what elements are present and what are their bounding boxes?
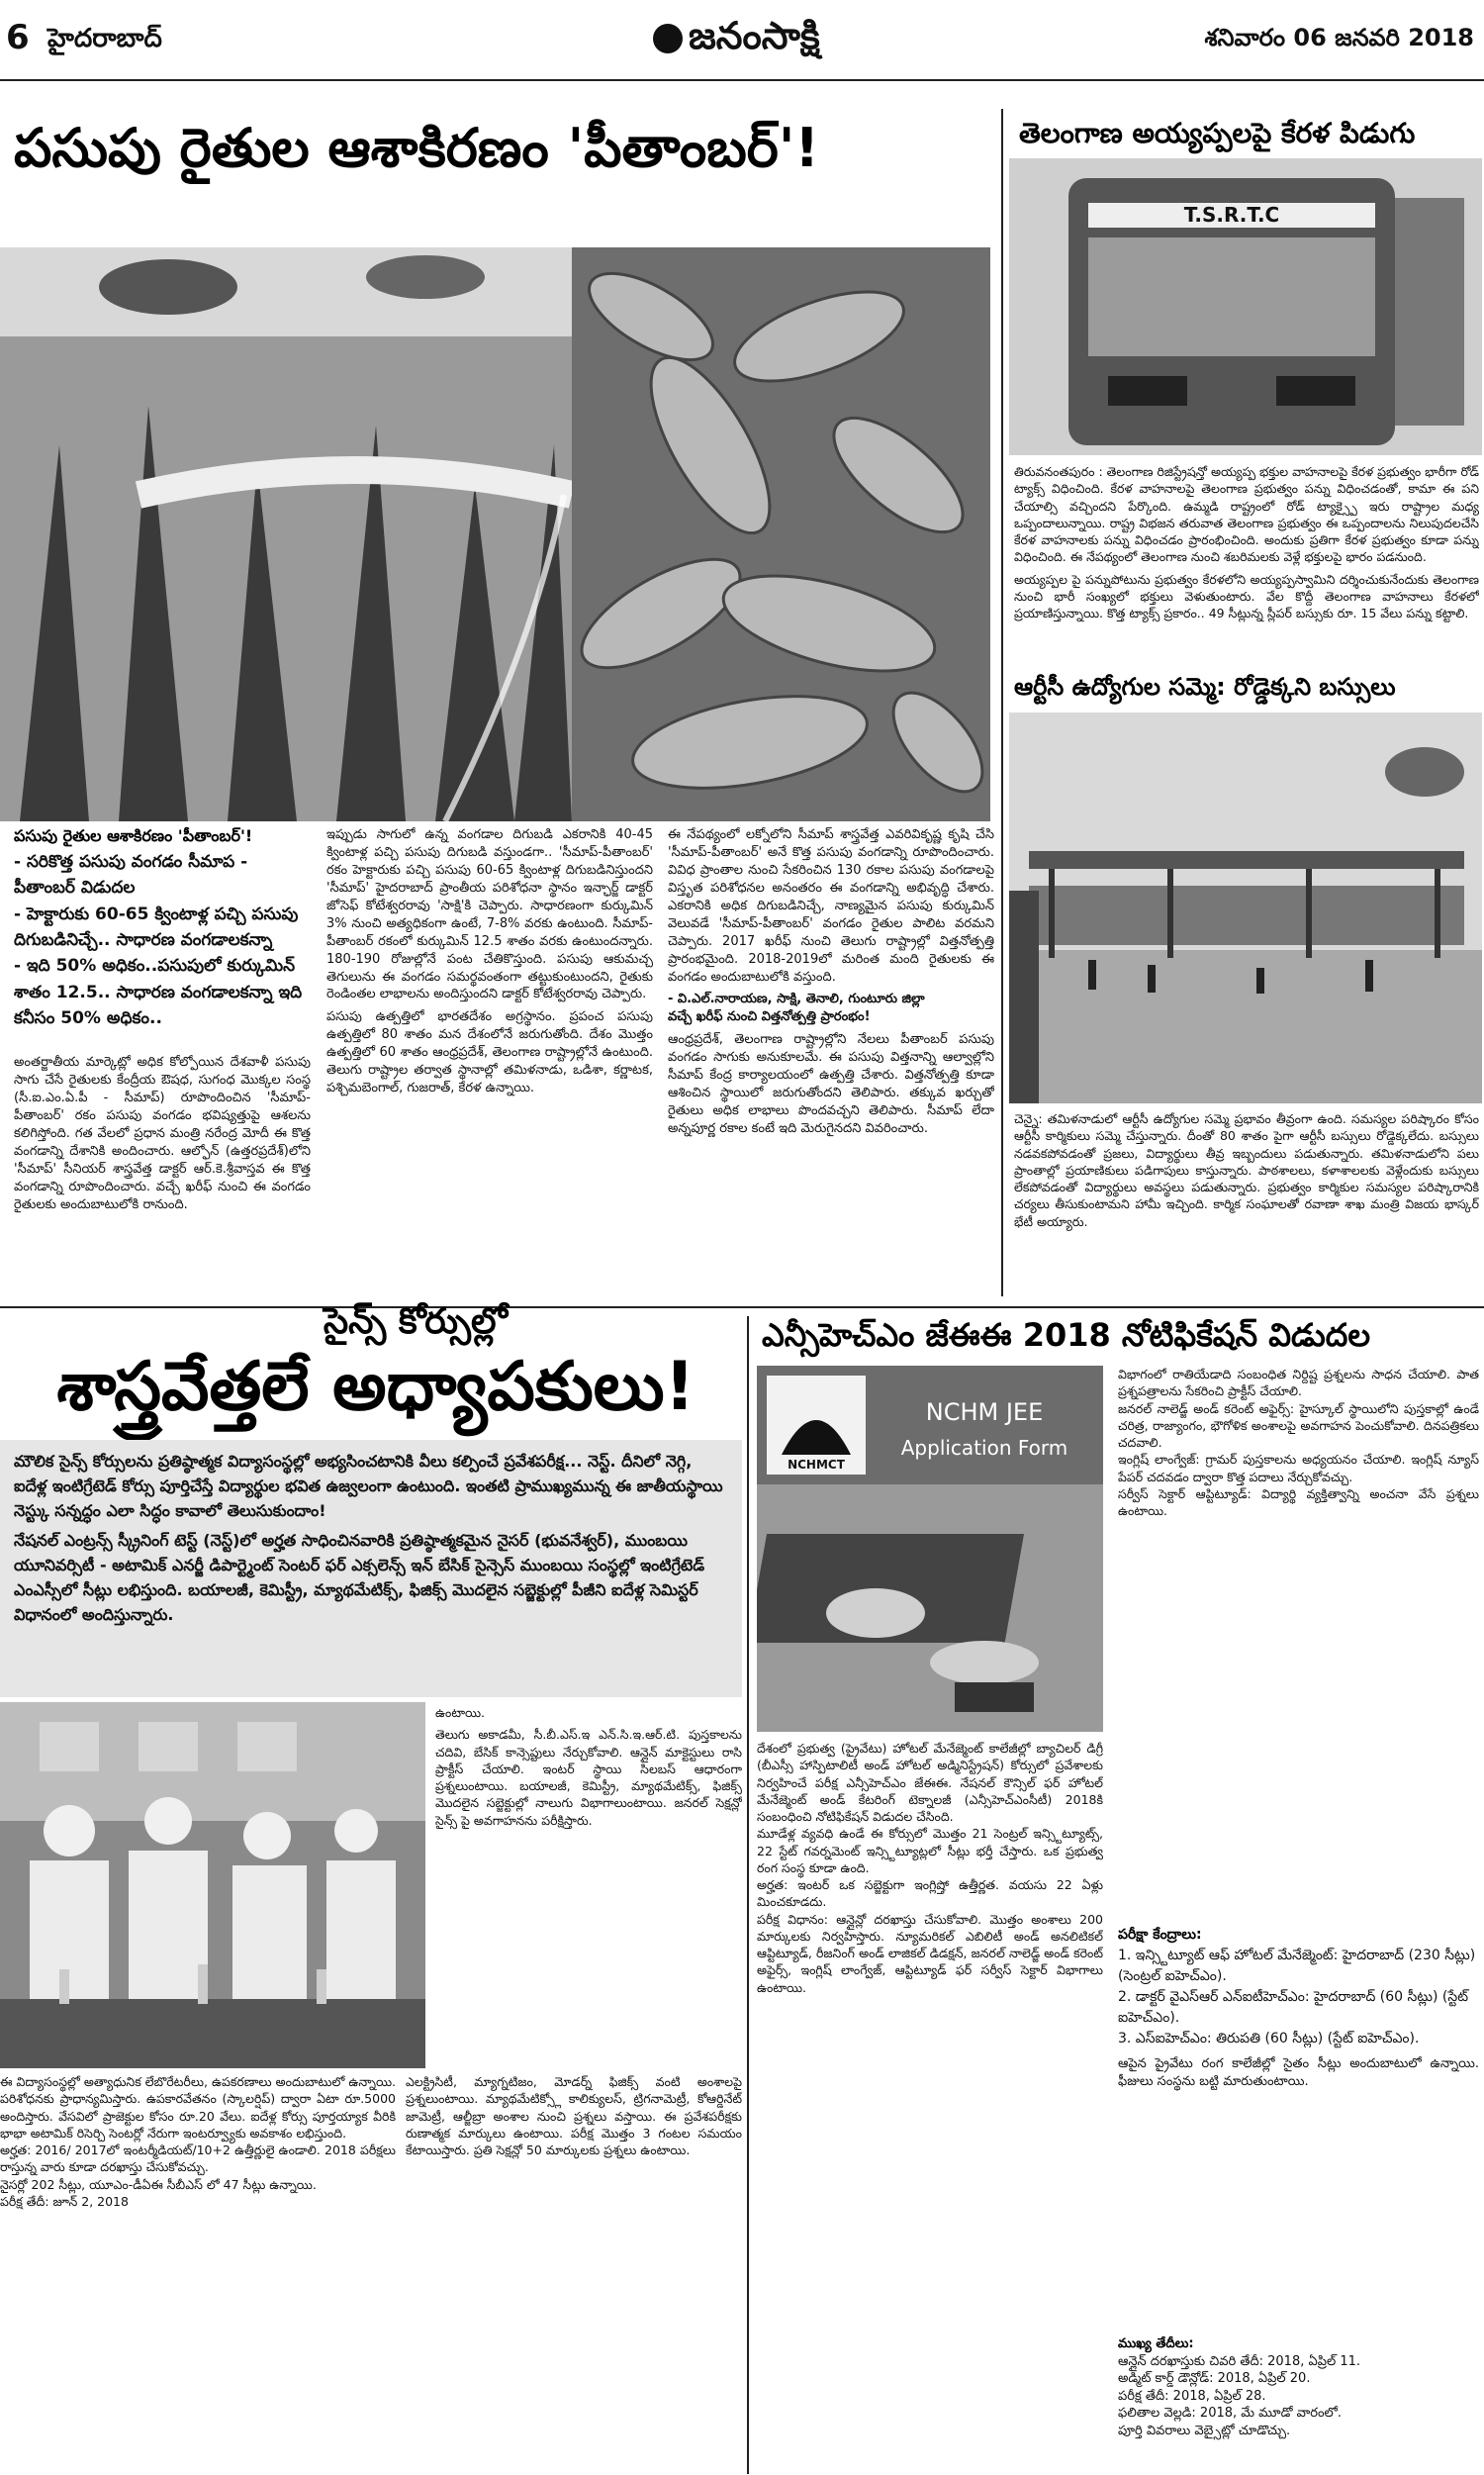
lead-paragraph-1: మౌలిక సైన్స్ కోర్సులను ప్రతిష్ఠాత్మక విద్యాసంస్థల్లో అభ్యసించటానికి వీలు కల్పించే ప్రవేశపరీక్ష... నెస్ట్. దీనిలో నెగ్గి, ఐదేళ్ల ఇంటిగ్రేటెడ్ కోర్సు పూర్తిచేస్తే విద్యార్థుల భవిత ఉజ్వలంగా ఉంటుంది. ఇంతటి ప్రాముఖ్యమున్న ఈ జాతీయస్థాయి నెస్ట్కు సన్నద్ధం ఎలా సిద్ధం కావాలో తెలుసుకుందాం!: [14, 1452, 723, 1520]
paragraph: ఆంధ్రప్రదేశ్, తెలంగాణ రాష్ట్రాల్లోని నేలలు పీతాంబర్ పసుపు వంగడం సాగుకు అనుకూలమే. ఈ పసుపు విత్తనాన్ని ఆల్వాల్లోని సీమాప్ కేంద్ర కార్యాలయంలో ఉత్పత్తి చేశారు. విత్తనోత్పత్తి కూడా ఆశించిన స్థాయిలో జరుగుతోందని తెలిపారు. తక్కువ ఖర్చుతో రైతులు అధిక లాభాలు పొందవచ్చని తెలిపారు. సీమాప్ లేదా అన్నపూర్ణ రకాల కంటే ఇది మెరుగైనదని వివరించారు.: [668, 1032, 994, 1136]
strike-body: [1014, 1110, 1479, 1298]
strike-headline: ఆర్టీసీ ఉద్యోగుల సమ్మె: రోడ్డెక్కని బస్సులు: [1014, 673, 1396, 701]
section-divider: [0, 1306, 1484, 1308]
highlights-title: పసుపు రైతుల ఆశాకిరణం 'పీతాంబర్'!: [14, 826, 253, 845]
paragraph: అయ్యప్పల పై పన్నుపోటును ప్రభుత్వం కేరళలోని అయ్యప్పస్వామిని దర్శించుకునేందుకు తెలంగాణ నుంచి భారీ సంఖ్యలో భక్తులు వెళుతుంటారు. వేల కొద్దీ తెలంగాణ వాహనాలు కేరళలో ప్రయాణిస్తున్నాయి. కొత్త ట్యాక్స్ ప్రకారం.. 49 సీట్లున్న స్లీపర్ బస్సుకు రూ. 15 వేలు పన్ను కట్టాలి.: [1014, 571, 1479, 620]
center-item: 3. ఎస్ఐహెచ్ఎం: తిరుపతి (60 సీట్లు) (స్టేట్ ఐహెచ్ఎం).: [1118, 2031, 1420, 2047]
byline: - వి.ఎల్.నారాయణ, సాక్షి, తెనాలి, గుంటూరు జిల్లా వచ్చే ఖరీఫ్ నుంచి విత్తనోత్పత్తి ప్రారంభం!: [668, 992, 925, 1025]
paragraph: ఈ నేపథ్యంలో లక్నోలోని సీమాప్ శాస్త్రవేత్త ఎవరివికృష్ణ కృషి చేసి 'సీమాప్-పీతాంబర్' అనే కొత్త పసుపు వంగడాన్ని రూపొందించారు. వివిధ ప్రాంతాల నుంచి సేకరించిన 130 రకాల పసుపు వంగడాలపై విస్తృత పరిశోధనల అనంతరం ఈ వంగడాన్ని అభివృద్ధి చేశారు. ఎకరానికి అధిక దిగుబడినిచ్చే, నాణ్యమైన పసుపు కుర్కుమిన్ వెలువడే 'సీమాప్-పీతాంబర్' వంగడం రైతుల పాలిట వరమని చెప్పారు. 2017 ఖరీఫ్ నుంచి తెలుగు రాష్ట్రాల్లో విత్తనోత్పత్తి ప్రారంభమైంది. 2018-2019లో మరింత మంది రైతులకు ఈ వంగడం అందుబాటులోకి వస్తుంది.: [668, 827, 994, 985]
nchm-form-photo: [757, 1366, 1103, 1732]
date-item: ఫలితాల వెల్లడి: 2018, మే మూడో వారంలో.: [1118, 2406, 1343, 2422]
form-title: NCHM JEE: [925, 1398, 1044, 1426]
page-date: శనివారం 06 జనవరి 2018: [1204, 24, 1474, 51]
city-name: హైదరాబాద్: [47, 24, 162, 53]
logo-icon: [653, 24, 683, 53]
paper-name: జనంసాక్షి: [689, 14, 820, 57]
highlight-1: - సరికొత్త పసుపు వంగడం సీమాప - పీతాంబర్ విడుదల: [14, 852, 248, 899]
paragraph: ఎలక్ట్రిసిటీ, మ్యాగ్నటిజం, మోడర్న్ ఫిజిక్స్ వంటి అంశాలపై ప్రశ్నలుంటాయి. మ్యాథమేటిక్స్లో కాలిక్యులస్, ట్రిగనామెట్రీ, కోఆర్డినేట్ జామెట్రీ, ఆల్జీబ్రా అంశాల నుంచి ప్రశ్నలు వస్తాయి. ఈ ప్రవేశపరీక్షకు రుణాత్మక మార్కులు ఉంటాయి. పరీక్ష మొత్తం 3 గంటల సమయం కేటాయిస్తారు. ప్రతి సెక్షన్లో 50 మార్కులకు ప్రశ్నలు ఉంటాయి.: [406, 2074, 742, 2157]
newspaper-logo: [653, 14, 820, 67]
paragraph: తిరువనంతపురం : తెలంగాణ రిజిస్ట్రేషన్తో అయ్యప్ప భక్తుల వాహనాలపై కేరళ ప్రభుత్వం భారీగా రోడ్ ట్యాక్స్ విధించింది. కేరళ వాహనాలపై తెలంగాణ ప్రభుత్వం పన్ను విధించడంతో, కామా ఈ పని చేయాల్సి వచ్చిందని పేర్కొంది. ఉమ్మడి రాష్ట్రంలో రోడ్ ట్యాక్స్పై ఇరు రాష్ట్రాల మధ్య ఒప్పందాలున్నాయి. రాష్ట్ర విభజన తరువాత తెలంగాణ ప్రభుత్వం ఈ ఒప్పందాలను నిలుపుదలచేసి కేరళ వాహనాలకు పన్ను విధించడం ప్రారంభించింది. అందుకు ప్రతిగా కేరళ ప్రభుత్వం కూడా పన్ను విధించింది. ఈ నేపథ్యంలో తెలంగాణ నుంచి శబరిమలకు వెళ్లే భక్తులపై భారం పడనుంది.: [1014, 464, 1479, 565]
highlight-2: - హెక్టారుకు 60-65 క్వింటాళ్ల పచ్చి పసుపు దిగుబడినిచ్చే.. సాధారణ వంగడాలకన్నా: [14, 904, 299, 951]
paragraph: దేశంలో ప్రభుత్వ (ప్రైవేటు) హోటల్ మేనేజ్మెంట్ కాలేజీల్లో బ్యాచిలర్ డిగ్రీ (బీఎస్సీ హాస్పిటాలిటీ అండ్ హోటల్ అడ్మినిస్ట్రేషన్) కోర్సులో ప్రవేశాలకు నిర్వహించే పరీక్ష ఎన్సీహెచ్ఎం జేఈఈ. నేషనల్ కౌన్సిల్ ఫర్ హోటల్ మేనేజ్మెంట్ అండ్ కేటరింగ్ టెక్నాలజీ (ఎన్సీహెచ్ఎంసీటీ) 2018కి సంబంధించి నోటిఫికేషన్ విడుదల చేసింది. మూడేళ్ల వ్యవధి ఉండే ఈ కోర్సులో మొత్తం 21 సెంట్రల్ ఇన్స్టిట్యూట్స్, 22 స్టేట్ గవర్నమెంట్ ఇన్స్టిట్యూట్లలో సీట్లు భర్తీ చేస్తారు. ఒక ప్రభుత్వ రంగ సంస్థ కూడా ఉంది. అర్హత: ఇంటర్ ఒక సబ్జెక్టుగా ఇంగ్లిష్తో ఉత్తీర్ణత. వయసు 22 ఏళ్లు మించకూడదు. పరీక్ష విధానం: ఆన్లైన్లో దరఖాస్తు చేసుకోవాలి. మొత్తం అంశాలు 200 మార్కులకు నిర్వహిస్తారు. న్యూమరికల్ ఎబిలిటీ అండ్ అనలిటికల్ ఆప్టిట్యూడ్, రీజనింగ్ అండ్ లాజికల్ డిడక్షన్, జనరల్ నాలెడ్జ్ అండ్ కరెంట్ అఫైర్స్, ఇంగ్లిష్ లాంగ్వేజ్, ఆప్టిట్యూడ్ ఫర్ సర్వీస్ సెక్టార్ విభాగాలు ఉంటాయి.: [757, 1741, 1103, 1995]
date-item: పరీక్ష తేదీ: 2018, ఏప్రిల్ 28.: [1118, 2388, 1266, 2404]
paragraph: పసుపు ఉత్పత్తిలో భారతదేశం అగ్రస్థానం. ప్రపంచ పసుపు ఉత్పత్తిలో 80 శాతం మన దేశంలోనే జరుగుతోంది. దేశం మొత్తం ఉత్పత్తిలో 60 శాతం ఆంధ్రప్రదేశ్, తెలంగాణ రాష్ట్రాల్లోనే ఉంటుంది. తెలుగు రాష్ట్రాల తర్వాత స్థానాల్లో తమిళనాడు, ఒడిశా, కర్ణాటక, పశ్చిమబెంగాల్, గుజరాత్, కేరళ ఉన్నాయి.: [326, 1009, 653, 1096]
turmeric-body-col1: [14, 1054, 311, 1291]
paragraph: అంతర్జాతీయ మార్కెట్లో అధిక కోల్పోయిన దేశవాళీ పసుపు సాగు చేసే రైతులకు కేంద్రీయ ఔషధ, సుగంధ మొక్కల సంస్థ (సీ.ఐ.ఎం.ఏ.పీ - సీమాప్) రూపొందించిన 'సీమాప్-పీతాంబర్' రకం పసుపు వంగడం భవిష్యత్తుపై ఆశలను కలిగిస్తోంది. గత వేలలో ప్రధాన మంత్రి నరేంద్ర మోదీ ఈ కొత్త వంగడాన్ని దేశానికి అందించారు. ఆల్ఫోన్ (ఉత్తరప్రదేశ్)లోని 'సీమాప్' సీనియర్ శాస్త్రవేత్త డాక్టర్ ఆర్.కె.శ్రీవాస్తవ ఈ కొత్త వంగడాన్ని రూపొందించారు. వచ్చే ఖరీఫ్ నుంచి ఈ వంగడం రైతులకు అందుబాటులోకి రానుంది.: [14, 1055, 311, 1212]
nchm-body-right: [1118, 1366, 1479, 1920]
turmeric-field-photo: [0, 247, 572, 821]
bus-stand-photo: [1009, 713, 1482, 1103]
nchm-headline: ఎన్సీహెచ్ఎం జేఈఈ 2018 నోటిఫికేషన్ విడుదల: [762, 1316, 1371, 1354]
center-item: 2. డాక్టర్ వైఎస్ఆర్ ఎన్ఐటీహెచ్ఎం: హైదరాబాద్ (60 సీట్లు) (స్టేట్ ఐహెచ్ఎం).: [1118, 1989, 1469, 2026]
turmeric-headline: పసుపు రైతుల ఆశాకిరణం 'పీతాంబర్'!: [14, 117, 819, 179]
science-lead: [0, 1440, 742, 1697]
turmeric-roots-photo: [572, 247, 990, 821]
page-number: 6: [6, 18, 30, 57]
date-item: పూర్తి వివరాలు వెబ్సైట్లో చూడొచ్చు.: [1118, 2423, 1291, 2438]
paragraph: ఈ విద్యాసంస్థల్లో అత్యాధునిక లేబొరేటరీలు, ఉపకరణాలు అందుబాటులో ఉన్నాయి. పరిశోధనకు ప్రాధాన్యమిస్తారు. ఉపకారవేతనం (స్కాలర్షిప్) ద్వారా ఏటా రూ.5000 అందిస్తారు. వేసవిలో ప్రాజెక్టుల కోసం రూ.20 వేలు. ఐదేళ్ల కోర్సు పూర్తయ్యాక వీరికి భాభా అటామిక్ రిసెర్చి సెంటర్లో నేరుగా ఇంటర్వ్యూకు అవకాశం లభిస్తుంది. అర్హత: 2016/ 2017లో ఇంటర్మీడియట్/10+2 ఉత్తీర్ణులై ఉండాలి. 2018 పరీక్షలు రాస్తున్న వారు కూడా దరఖాస్తు చేసుకోవచ్చు. నైసర్లో 202 సీట్లు, యూఎం-డీఏఈ సీబీఎస్ లో 47 సీట్లు ఉన్నాయి. పరీక్ష తేదీ: జూన్ 2, 2018: [0, 2074, 396, 2209]
center-item: 1. ఇన్స్టిట్యూట్ ఆఫ్ హోటల్ మేనేజ్మెంట్: హైదరాబాద్ (230 సీట్లు) (సెంట్రల్ ఐహెచ్ఎం).: [1118, 1948, 1476, 1984]
paragraph: తెలుగు అకాడమీ, సీ.బీ.ఎస్.ఇ ఎన్.సి.ఇ.ఆర్.టి. పుస్తకాలను చదివి, బేసిక్ కాన్సెప్టులు నేర్చుకోవాలి. ఆన్లైన్ మాక్టెస్టులు రాసి ప్రాక్టీస్ చేయాలి. ఇంటర్ స్థాయి సిలబస్ ఆధారంగా ప్రశ్నలుంటాయి. బయాలజీ, కెమిస్ట్రీ, మ్యాథమేటిక్స్, ఫిజిక్స్ మొదలైన సబ్జెక్టుల్లో నాలుగు విభాగాలుంటాయి. జనరల్ సెక్షన్లో సైన్స్ పై అవగాహనను పరీక్షిస్తారు.: [435, 1727, 742, 1828]
kerala-body: [1014, 463, 1479, 671]
date-item: ఆన్లైన్ దరఖాస్తుకు చివరి తేదీ: 2018, ఏప్రిల్ 11.: [1118, 2353, 1360, 2369]
nchmct-logo: NCHMCT: [788, 1458, 845, 1472]
nchm-body-left: [757, 1740, 1103, 2472]
highlight-3: - ఇది 50% అధికం..పసుపులో కుర్కుమిన్ శాతం 12.5.. సాధారణ వంగడాలకన్నా ఇది కనీసం 50% అధికం..: [14, 956, 303, 1029]
centers-title: పరీక్షా కేంద్రాలు:: [1118, 1927, 1202, 1943]
dates-title: ముఖ్య తేదీలు:: [1118, 2336, 1194, 2351]
form-subtitle: Application Form: [900, 1436, 1068, 1460]
bus-photo: [1009, 158, 1482, 455]
paragraph: చెన్నై: తమిళనాడులో ఆర్టీసీ ఉద్యోగుల సమ్మె ప్రభావం తీవ్రంగా ఉంది. సమస్యల పరిష్కారం కోసం ఆర్టీసీ కార్మికులు సమ్మె చేస్తున్నారు. దీంతో 80 శాతం పైగా ఆర్టీసీ బస్సులు రోడ్డెక్కలేదు. బస్సులు నడవకపోవడంతో ప్రజలు, విద్యార్థులు తీవ్ర ఇబ్బందులు పడుతున్నారు. తమిళనాడులోని పలు ప్రాంతాల్లో ప్రయాణికులు పడిగాపులు కాస్తున్నారు. పాఠశాలలు, కళాశాలలకు వెళ్లేందుకు బస్సులు లేకపోవడంతో విద్యార్థులు అవస్థలు పడుతున్నారు. ప్రభుత్వం కార్మికుల సమస్యల పరిష్కారానికి చర్యలు తీసుకుంటామని హామీ ఇచ్చింది. కార్మిక సంఘాలతో రవాణా శాఖ మంత్రి విజయ భాస్కర్ భేటీ అయ్యారు.: [1014, 1111, 1479, 1229]
column-divider: [747, 1316, 749, 2474]
science-headline: శాస్త్రవేత్తలే అధ్యాపకులు!: [56, 1348, 696, 1426]
paragraph: ఇప్పుడు సాగులో ఉన్న వంగడాల దిగుబడి ఎకరానికి 40-45 క్వింటాళ్ల పచ్చి పసుపు దిగుబడి వస్తుండగా.. 'సీమాప్-పీతాంబర్' రకం హెక్టారుకు పచ్చి పసుపు 60-65 క్వింటాళ్ల దిగుబడినిస్తుందని 'సీమాప్' హైదరాబాద్ ప్రాంతీయ పరిశోధనా స్థానం ఇన్ఛార్జ్ డాక్టర్ జోసెఫ్ కోటేశ్వరరావు 'సాక్షి'కి చెప్పారు. సాధారణంగా కుర్కుమిన్ 3% నుంచి అత్యధికంగా ఉంటే, 7-8% వరకు ఉంటుంది. సీమాప్-పీతాంబర్ రకంలో కుర్కుమిన్ 12.5 శాతం వరకు ఉంటుందన్నారు. 180-190 రోజుల్లోనే పంట చేతికొస్తుంది. పసుపు ఆకుమచ్చ తెగులును ఈ వంగడం సమర్థవంతంగా తట్టుకుంటుందని, రైతుకు రెండింతల లాభాలను అందిస్తుందని డాక్టర్ కోటేశ్వరరావు చెప్పారు.: [326, 827, 653, 1002]
nchm-centers: [1118, 1925, 1479, 2091]
date-item: అడ్మిట్ కార్డ్ డౌన్లోడ్: 2018, ఏప్రిల్ 20.: [1118, 2371, 1311, 2387]
turmeric-body-col3: [668, 826, 994, 1291]
paragraph: విభాగంలో రాతియేడాది సంబంధిత నిర్దిష్ట ప్రశ్నలను సాధన చేయాలి. పాత ప్రశ్నపత్రాలను సేకరించి ప్రాక్టీస్ చేయాలి. జనరల్ నాలెడ్జ్ అండ్ కరెంట్ అఫైర్స్: హైస్కూల్ స్థాయిలోని పుస్తకాల్లో ఉండే చరిత్ర, రాజ్యాంగం, భౌగోళిక అంశాలపై అవగాహన పెంచుకోవాలి. దినపత్రికలు చదవాలి. ఇంగ్లిష్ లాంగ్వేజ్: గ్రామర్ పుస్తకాలను అధ్యయనం చేయాలి. ఇంగ్లిష్ న్యూస్ పేపర్ చదవడం ద్వారా కొత్త పదాలు నేర్చుకోవచ్చు. సర్వీస్ సెక్టార్ ఆప్టిట్యూడ్: విద్యార్థి వ్యక్తిత్వాన్ని అంచనా వేసే ప్రశ్నలు ఉంటాయి.: [1118, 1367, 1479, 1518]
science-body-bottom-left: [0, 2073, 396, 2469]
turmeric-body-col2: [326, 826, 653, 1291]
paragraph: ఉంటాయి.: [435, 1705, 486, 1720]
lab-students-photo: [0, 1702, 425, 2068]
science-body-right: [435, 1704, 742, 2070]
kerala-headline: తెలంగాణ అయ్యప్పలపై కేరళ పిడుగు: [1019, 117, 1416, 149]
turmeric-highlights: [14, 826, 311, 1031]
nchm-dates: [1118, 2335, 1479, 2439]
masthead: [0, 0, 1484, 81]
extra-note: ఆపైన ప్రైవేటు రంగ కాలేజీల్లో సైతం సీట్లు అందుబాటులో ఉన్నాయి. ఫీజులు సంస్థను బట్టి మారుతుంటాయి.: [1118, 2056, 1479, 2089]
science-body-bottom-right: [406, 2073, 742, 2469]
lead-paragraph-2: నేషనల్ ఎంట్రన్స్ స్క్రీనింగ్ టెస్ట్ (నెస్ట్)లో అర్హత సాధించినవారికి ప్రతిష్ఠాత్మకమైన నైసర్ (భువనేశ్వర్), ముంబయి యూనివర్సిటీ - అటామిక్ ఎనర్జీ డిపార్ట్మెంట్ సెంటర్ ఫర్ ఎక్సలెన్స్ ఇన్ బేసిక్ సైన్సెస్ ముంబయి సంస్థల్లో ఇంటిగ్రేటెడ్ ఎంఎస్సీలో సీట్లు లభిస్తుంది. బయాలజీ, కెమిస్ట్రీ, మ్యాథమేటిక్స్, ఫిజిక్స్ మొదలైన సబ్జెక్టుల్లో పీజీని ఐదేళ్ల సెమిస్టర్ విధానంలో అందిస్తున్నారు.: [14, 1531, 705, 1624]
bus-sign: T.S.R.T.C: [1183, 203, 1280, 227]
science-kicker: సైన్స్ కోర్సుల్లో: [323, 1301, 509, 1342]
column-divider: [1001, 109, 1003, 1296]
